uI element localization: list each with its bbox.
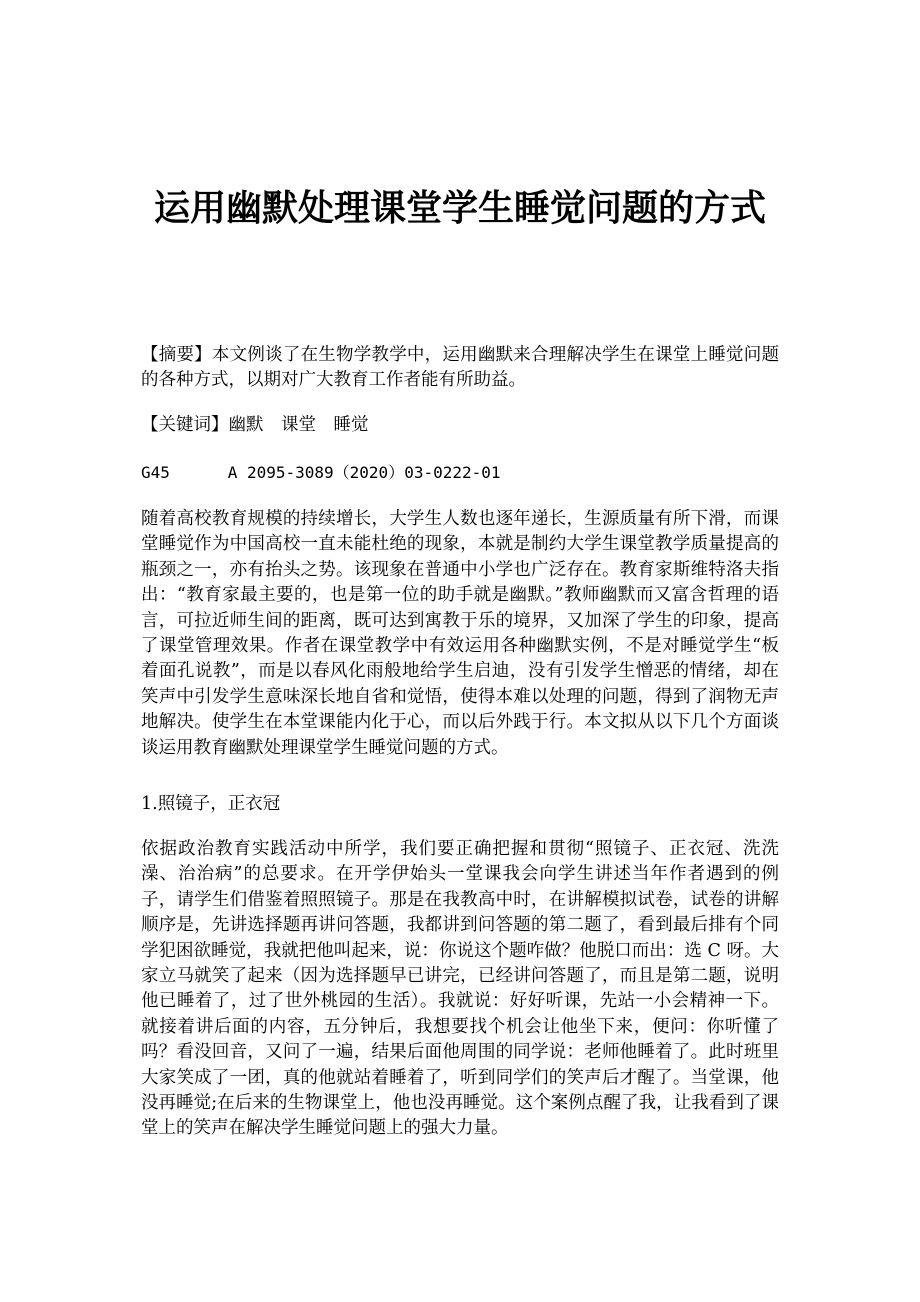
section-1-heading: 1.照镜子，正衣冠 <box>141 794 281 814</box>
classification-line: G45 A 2095-3089（2020）03-0222-01 <box>141 463 501 482</box>
section-1-body: 依据政治教育实践活动中所学，我们要正确把握和贯彻“照镜子、正衣冠、洗洗澡、治治病”的总要求。在开学伊始头一堂课我会向学生讲述当年作者遇到的例子，请学生们借鉴着照照镜子。那是在我教高中时，在讲解模拟试卷，试卷的讲解顺序是，先讲选择题再讲问答题，我都讲到问答题的第二题了，看到最后排有个同学犯困欲睡觉，我就把他叫起来，说：你说这个题咋做？他脱口而出：选 C 呀。大家立马就笑了起来（因为选择题早已讲完，已经讲问答题了，而且是第二题，说明他已睡着了，过了世外桃园的生活）。我就说：好好听课，先站一小会精神一下。就接着讲后面的内容，五分钟后，我想要找个机会让他坐下来，便问：你听懂了吗？看没回音，又问了一遍，结果后面他周围的同学说：老师他睡着了。此时班里大家笑成了一团，真的他就站着睡着了，听到同学们的笑声后才醒了。当堂课，他没再睡觉;在后来的生物课堂上，他也没再睡觉。这个案例点醒了我，让我看到了课堂上的笑声在解决学生睡觉问题上的强大力量。 <box>141 839 779 1139</box>
abstract-paragraph <box>141 343 779 394</box>
page-title: 运用幽默处理课堂学生睡觉问题的方式 <box>153 187 766 229</box>
keywords-paragraph <box>141 413 779 438</box>
abstract-label: 【摘要】 <box>141 345 212 365</box>
abstract-text: 本文例谈了在生物学教学中，运用幽默来合理解决学生在课堂上睡觉问题的各种方式，以期对广大教育工作者能有所助益。 <box>141 345 780 391</box>
keywords-label: 【关键词】 <box>141 415 229 435</box>
intro-paragraph: 随着高校教育规模的持续增长，大学生人数也逐年递长，生源质量有所下滑，而课堂睡觉作为中国高校一直未能杜绝的现象，本就是制约大学生课堂教学质量提高的瓶颈之一，亦有抬头之势。该现象在普通中小学也广泛存在。教育家斯维特洛夫指出：“教育家最主要的，也是第一位的助手就是幽默。”教师幽默而又富含哲理的语言，可拉近师生间的距离，既可达到寓教于乐的境界，又加深了学生的印象，提高了课堂管理效果。作者在课堂教学中有效运用各种幽默实例，不是对睡觉学生“板着面孔说教”，而是以春风化雨般地给学生启迪，没有引发学生憎恶的情绪，却在笑声中引发学生意味深长地自省和觉悟，使得本难以处理的问题，得到了润物无声地解决。使学生在本堂课能内化于心，而以后外践于行。本文拟从以下几个方面谈谈运用教育幽默处理课堂学生睡觉问题的方式。 <box>141 509 779 758</box>
keywords-text: 幽默 课堂 睡觉 <box>228 415 369 435</box>
